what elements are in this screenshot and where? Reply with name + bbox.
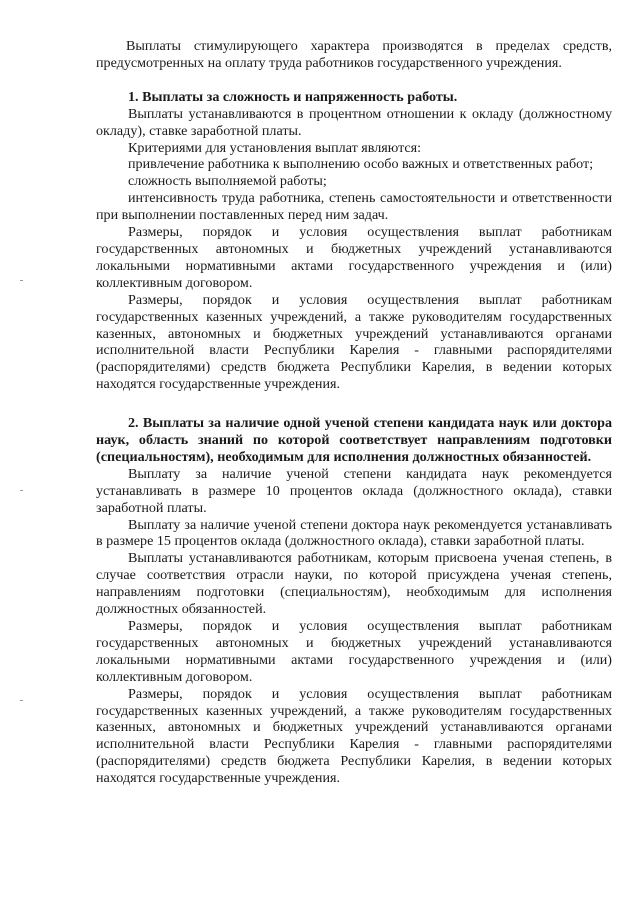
intro-paragraph: Выплаты стимулирующего характера производятся в пределах средств, предусмотренных на оплату труда работников государственного учреждения. bbox=[96, 38, 612, 71]
paragraph: Размеры, порядок и условия осуществления выплат работникам государственных казенных учреждений, а также руководителям государственных казенных, автономных и бюджетных учреждений устанавливаются органами исполнительной власти Республики Карелия - главными распорядителями (распорядителями) средств бюджета Республики Карелия, в ведении которых находятся государственные учреждения. bbox=[96, 685, 612, 787]
paragraph: Выплаты устанавливаются в процентном отношении к окладу (должностному окладу), ставке заработной платы. bbox=[96, 105, 612, 139]
criteria-item: сложность выполняемой работы; bbox=[128, 173, 327, 190]
paragraph: Размеры, порядок и условия осуществления выплат работникам государственных автономных и бюджетных учреждений устанавливаются локальными нормативными актами государственного учреждения и (или) коллективным договором. bbox=[96, 618, 612, 685]
paragraph: Размеры, порядок и условия осуществления выплат работникам государственных казенных учреждений, а также руководителям государственных казенных, автономных и бюджетных учреждений устанавливаются органами исполнительной власти Республики Карелия - главными распорядителями (распорядителями) средств бюджета Республики Карелия, в ведении которых находятся государственные учреждения. bbox=[96, 291, 612, 393]
paragraph: Критериями для установления выплат являются: bbox=[128, 139, 422, 156]
criteria-item: привлечение работника к выполнению особо важных и ответственных работ; bbox=[128, 156, 594, 173]
document-page bbox=[96, 38, 612, 787]
margin-mark bbox=[20, 280, 23, 281]
section-heading: 1. Выплаты за сложность и напряженность работы. bbox=[128, 88, 458, 105]
paragraph: Размеры, порядок и условия осуществления выплат работникам государственных автономных и бюджетных учреждений устанавливаются локальными нормативными актами государственного учреждения и (или) коллективным договором. bbox=[96, 224, 612, 291]
section-heading: 2. Выплаты за наличие одной ученой степени кандидата наук или доктора наук, область знаний по которой соответствует направлениям подготовки (специальностям), необходимым для исполнения должностных обязанностей. bbox=[96, 415, 612, 465]
criteria-item: интенсивность труда работника, степень самостоятельности и ответственности при выполнении поставленных перед ним задач. bbox=[96, 190, 612, 224]
section-academic-degree bbox=[96, 415, 612, 787]
paragraph: Выплату за наличие ученой степени доктора наук рекомендуется устанавливать в размере 15 процентов оклада (должностного оклада), ставки заработной платы. bbox=[96, 516, 612, 550]
paragraph: Выплаты устанавливаются работникам, которым присвоена ученая степень, в случае соответствия отрасли науки, по которой присуждена ученая степень, направлениям подготовки (специальностям), необходимым для исполнения должностных обязанностей. bbox=[96, 550, 612, 618]
margin-mark bbox=[20, 700, 23, 701]
paragraph: Выплату за наличие ученой степени кандидата наук рекомендуется устанавливать в размере 10 процентов оклада (должностного оклада), ставки заработной платы. bbox=[96, 465, 612, 516]
margin-mark bbox=[20, 490, 23, 491]
section-complexity bbox=[96, 89, 612, 393]
